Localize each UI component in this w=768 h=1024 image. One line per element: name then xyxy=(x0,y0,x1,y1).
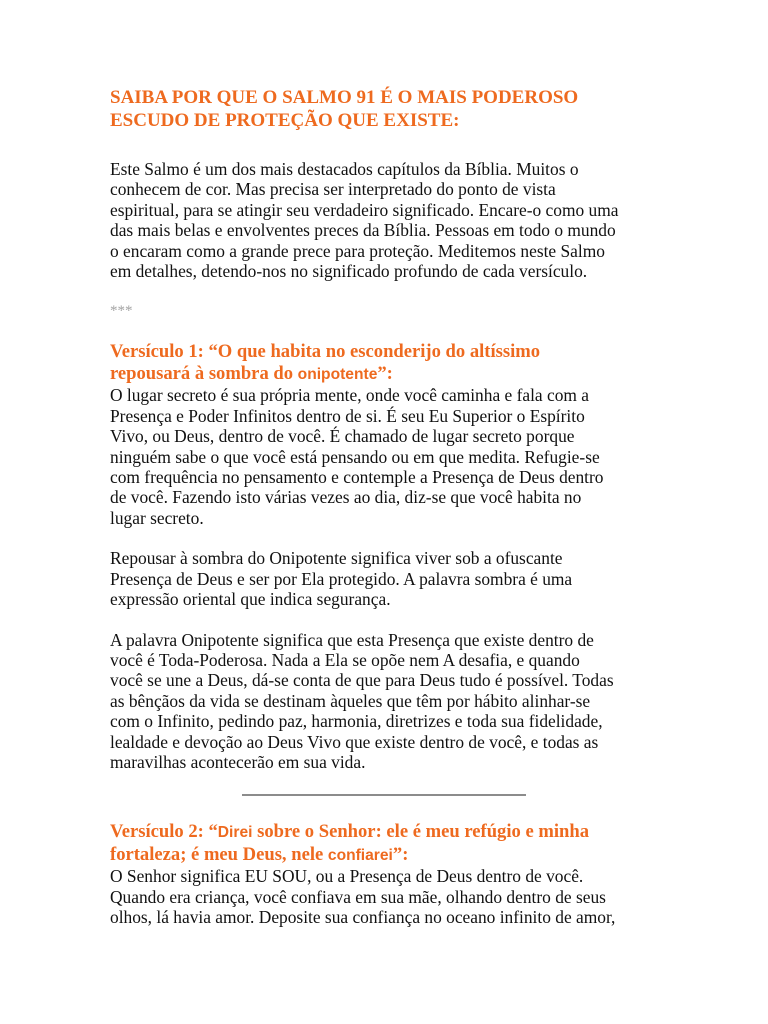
text-line: conhecem de cor. Mas precisa ser interpretado do ponto de vista xyxy=(110,179,556,200)
text-line: Presença e Poder Infinitos dentro de si. É seu Eu Superior o Espírito xyxy=(110,405,585,426)
section-separator: *** xyxy=(110,303,133,320)
text-line: Este Salmo é um dos mais destacados capítulos da Bíblia. Muitos o xyxy=(110,159,579,179)
verse-1-paragraph-3 xyxy=(110,630,670,773)
text-line: você se une a Deus, dá-se conta de que para Deus tudo é possível. Todas xyxy=(110,670,614,691)
verse-2-heading xyxy=(110,821,670,866)
heading-word: confiarei xyxy=(327,846,393,864)
text-line: de você. Fazendo isto várias vezes ao dia, diz-se que você habita no xyxy=(110,487,582,508)
text-line: A palavra Onipotente significa que esta Presença que existe dentro de xyxy=(110,629,594,650)
heading-punct: ”: xyxy=(392,843,409,865)
text-line: ninguém sabe o que você está pensando ou em que medita. Refugie-se xyxy=(110,446,600,467)
heading-line: Versículo 2: “ xyxy=(110,821,218,843)
text-line: com o Infinito, pedindo paz, harmonia, diretrizes e toda sua fidelidade, xyxy=(110,711,603,732)
heading-word: Direi xyxy=(217,824,253,842)
text-line: você é Toda-Poderosa. Nada a Ela se opõe nem A desafia, e quando xyxy=(110,649,580,670)
heading-line: repousará à sombra do xyxy=(110,362,298,384)
document-body xyxy=(110,86,670,928)
text-line: expressão oriental que indica segurança. xyxy=(110,589,391,610)
text-line: Vivo, ou Deus, dentro de você. É chamado de lugar secreto porque xyxy=(110,426,575,447)
text-line: olhos, lá havia amor. Deposite sua confiança no oceano infinito de amor, xyxy=(110,907,616,928)
title-line: SAIBA POR QUE O SALMO 91 É O MAIS PODEROSO xyxy=(110,87,579,108)
text-line: Presença de Deus e ser por Ela protegido. A palavra sombra é uma xyxy=(110,568,573,589)
heading-punct: ”: xyxy=(377,362,393,384)
heading-line: fortaleza; é meu Deus, nele xyxy=(110,843,328,865)
verse-1-heading xyxy=(110,341,670,385)
document-title xyxy=(110,86,670,132)
verse-1-paragraph-1 xyxy=(110,385,670,528)
text-line: O lugar secreto é sua própria mente, onde você caminha e fala com a xyxy=(110,385,589,406)
text-line: lealdade e devoção ao Deus Vivo que existe dentro de você, e todas as xyxy=(110,731,599,752)
text-line: Quando era criança, você confiava em sua mãe, olhando dentro de seus xyxy=(110,886,606,907)
verse-2-paragraph-1 xyxy=(110,866,670,927)
text-line: maravilhas acontecerão em sua vida. xyxy=(110,751,366,772)
text-line: Repousar à sombra do Onipotente significa viver sob a ofuscante xyxy=(110,548,563,569)
text-line: das mais belas e envolventes preces da Bíblia. Pessoas em todo o mundo xyxy=(110,220,616,241)
heading-line: Versículo 1: “O que habita no esconderijo do altíssimo xyxy=(110,341,541,363)
intro-paragraph xyxy=(110,159,670,281)
text-line: em detalhes, detendo-nos no significado profundo de cada versículo. xyxy=(110,261,588,282)
title-line: ESCUDO DE PROTEÇÃO QUE EXISTE: xyxy=(110,110,460,131)
verse-1-paragraph-2 xyxy=(110,548,670,609)
text-line: O Senhor significa EU SOU, ou a Presença de Deus dentro de você. xyxy=(110,866,584,887)
text-line: espiritual, para se atingir seu verdadeiro significado. Encare-o como uma xyxy=(110,199,619,220)
text-line: o encaram como a grande prece para proteção. Meditemos neste Salmo xyxy=(110,240,605,261)
text-line: com frequência no pensamento e contemple a Presença de Deus dentro xyxy=(110,467,604,488)
text-line: as bênçãos da vida se destinam àqueles que têm por hábito alinhar-se xyxy=(110,690,591,711)
text-line: lugar secreto. xyxy=(110,507,204,528)
heading-line: sobre o Senhor: ele é meu refúgio e minha xyxy=(252,821,590,843)
horizontal-divider xyxy=(242,794,526,796)
heading-word: onipotente xyxy=(297,365,378,383)
